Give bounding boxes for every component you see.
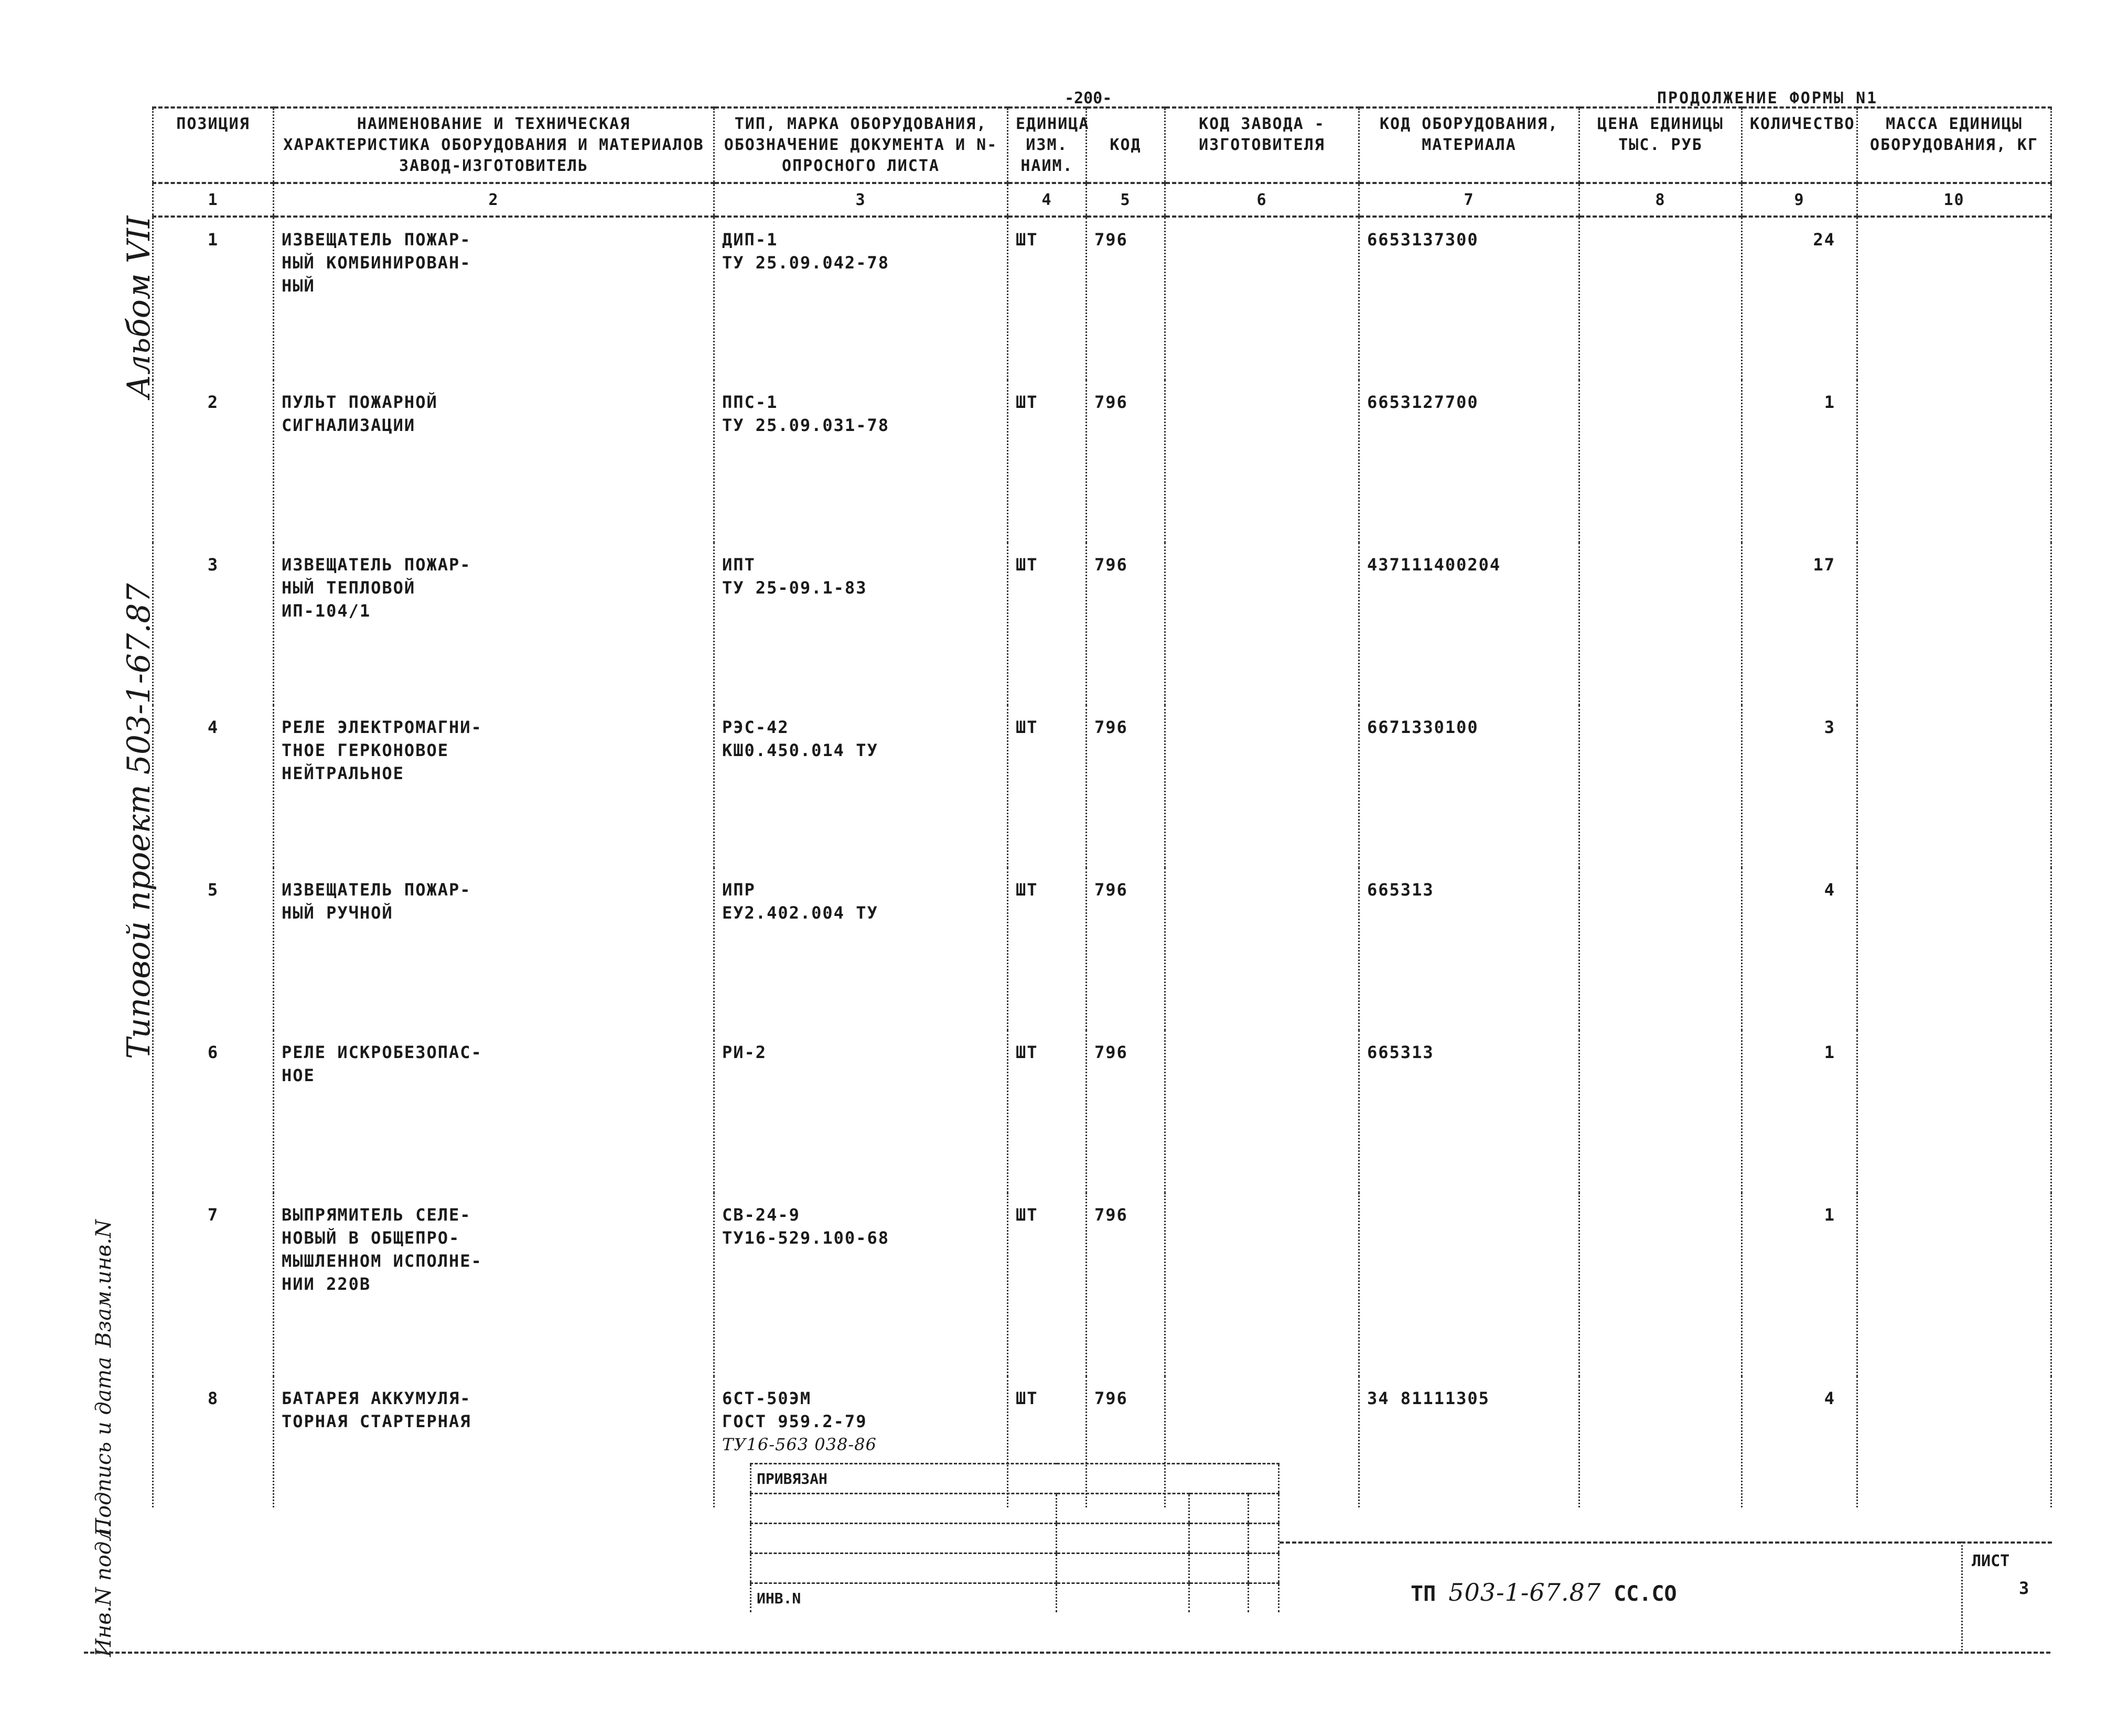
- cell-position: 8: [153, 1376, 274, 1507]
- column-number: 6: [1165, 183, 1359, 217]
- cell-quantity: 1: [1742, 380, 1857, 543]
- header-name: НАИМЕНОВАНИЕ И ТЕХНИЧЕСКАЯ ХАРАКТЕРИСТИКА ОБОРУДОВАНИЯ И МАТЕРИАЛОВ ЗАВОД-ИЗГОТОВИТЕЛЬ: [274, 107, 714, 183]
- cell-name: ИЗВЕЩАТЕЛЬ ПОЖАР- НЫЙ ТЕПЛОВОЙ ИП-104/1: [274, 543, 714, 705]
- header-position: ПОЗИЦИЯ: [153, 107, 274, 183]
- cell-quantity: 1: [1742, 1030, 1857, 1193]
- title-block-divider: [1280, 1541, 1961, 1544]
- stamp-tied-label: ПРИВЯЗАН: [751, 1464, 1279, 1494]
- table-row: [153, 868, 2051, 1030]
- cell-plant-code: [1165, 217, 1359, 380]
- header-unit-code: [1087, 107, 1165, 183]
- cell-type: ИПТ ТУ 25-09.1-83: [714, 543, 1008, 705]
- cell-mass: [1857, 1376, 2051, 1507]
- page-number: -200-: [1065, 89, 1112, 107]
- header-quantity: КОЛИЧЕСТВО: [1742, 107, 1857, 183]
- column-number: 2: [274, 183, 714, 217]
- cell-type: РИ-2: [714, 1030, 1008, 1193]
- table-row: [153, 380, 2051, 543]
- stamp-cell: [1057, 1494, 1189, 1524]
- cell-price: [1579, 1376, 1742, 1507]
- stamp-cell: [1057, 1524, 1189, 1554]
- margin-album-label: Альбом VII: [121, 215, 157, 398]
- cell-unit-code: 796: [1087, 1193, 1165, 1376]
- cell-plant-code: [1165, 1030, 1359, 1193]
- cell-price: [1579, 868, 1742, 1030]
- cell-equipment-code: 665313: [1359, 1030, 1579, 1193]
- cell-unit-code: 796: [1087, 705, 1165, 868]
- bottom-border: [84, 1652, 2050, 1654]
- cell-price: [1579, 1193, 1742, 1376]
- cell-mass: [1857, 705, 2051, 868]
- stamp-cell: [1249, 1524, 1279, 1554]
- cell-equipment-code: 665313: [1359, 868, 1579, 1030]
- cell-name: БАТАРЕЯ АККУМУЛЯ- ТОРНАЯ СТАРТЕРНАЯ: [274, 1376, 714, 1507]
- cell-mass: [1857, 543, 2051, 705]
- stamp-cell: [1057, 1554, 1189, 1583]
- cell-unit-code: 796: [1087, 380, 1165, 543]
- document-code: [1411, 1578, 1677, 1606]
- cell-unit: ШТ: [1008, 868, 1087, 1030]
- table-row: [153, 705, 2051, 868]
- cell-type-handwritten: ТУ16-563 038-86: [722, 1435, 877, 1454]
- cell-unit: ШТ: [1008, 543, 1087, 705]
- cell-price: [1579, 217, 1742, 380]
- cell-unit: ШТ: [1008, 1376, 1087, 1507]
- cell-equipment-code: 34 81111305: [1359, 1376, 1579, 1507]
- cell-type: ИПР ЕУ2.402.004 ТУ: [714, 868, 1008, 1030]
- document-code-suffix: СС.СО: [1614, 1582, 1677, 1606]
- sheet-number: 3: [2019, 1578, 2029, 1598]
- header-unit-group: ЕДИНИЦА ИЗМ.: [1016, 115, 1090, 154]
- cell-unit-code: 796: [1087, 1030, 1165, 1193]
- cell-name: ПУЛЬТ ПОЖАРНОЙ СИГНАЛИЗАЦИИ: [274, 380, 714, 543]
- cell-plant-code: [1165, 1193, 1359, 1376]
- cell-unit-code: 796: [1087, 868, 1165, 1030]
- cell-price: [1579, 380, 1742, 543]
- cell-unit: ШТ: [1008, 705, 1087, 868]
- stamp-cell: [1189, 1583, 1249, 1613]
- cell-type: ППС-1 ТУ 25.09.031-78: [714, 380, 1008, 543]
- stamp-cell: [1249, 1494, 1279, 1524]
- header-unit-name: [1008, 107, 1090, 183]
- stamp-cell: [1249, 1583, 1279, 1613]
- cell-equipment-code: 6653127700: [1359, 380, 1579, 543]
- header-price: ЦЕНА ЕДИНИЦЫ ТЫС. РУБ: [1579, 107, 1742, 183]
- form-continuation-title: ПРОДОЛЖЕНИЕ ФОРМЫ N1: [1657, 89, 1878, 107]
- cell-position: 4: [153, 705, 274, 868]
- cell-unit: ШТ: [1008, 1193, 1087, 1376]
- cell-name: ВЫПРЯМИТЕЛЬ СЕЛЕ- НОВЫЙ В ОБЩЕПРО- МЫШЛЕННОМ ИСПОЛНЕ- НИИ 220В: [274, 1193, 714, 1376]
- cell-unit-code: 796: [1087, 217, 1165, 380]
- cell-unit: ШТ: [1008, 1030, 1087, 1193]
- cell-quantity: 4: [1742, 868, 1857, 1030]
- cell-position: 7: [153, 1193, 274, 1376]
- cell-type: РЭС-42 КШ0.450.014 ТУ: [714, 705, 1008, 868]
- column-number: 5: [1087, 183, 1165, 217]
- cell-mass: [1857, 868, 2051, 1030]
- stamp-cell: [1189, 1494, 1249, 1524]
- header-type: ТИП, МАРКА ОБОРУДОВАНИЯ, ОБОЗНАЧЕНИЕ ДОКУМЕНТА И N-ОПРОСНОГО ЛИСТА: [714, 107, 1008, 183]
- cell-position: 6: [153, 1030, 274, 1193]
- cell-equipment-code: 437111400204: [1359, 543, 1579, 705]
- cell-quantity: 17: [1742, 543, 1857, 705]
- cell-plant-code: [1165, 543, 1359, 705]
- stamp-cell: [1249, 1554, 1279, 1583]
- header-equipment-code: КОД ОБОРУДОВАНИЯ, МАТЕРИАЛА: [1359, 107, 1579, 183]
- cell-name: РЕЛЕ ЭЛЕКТРОМАГНИ- ТНОЕ ГЕРКОНОВОЕ НЕЙТРАЛЬНОЕ: [274, 705, 714, 868]
- stamp-cell: [751, 1524, 1057, 1554]
- specification-table: [152, 106, 2052, 1507]
- cell-type: 6СТ-50ЭМ ГОСТ 959.2-79 ТУ16-563 038-86: [714, 1376, 1008, 1507]
- cell-plant-code: [1165, 868, 1359, 1030]
- column-number: 7: [1359, 183, 1579, 217]
- cell-price: [1579, 543, 1742, 705]
- table-row: [153, 1030, 2051, 1193]
- cell-plant-code: [1165, 705, 1359, 868]
- cell-equipment-code: [1359, 1193, 1579, 1376]
- cell-name: ИЗВЕЩАТЕЛЬ ПОЖАР- НЫЙ КОМБИНИРОВАН- НЫЙ: [274, 217, 714, 380]
- cell-quantity: 4: [1742, 1376, 1857, 1507]
- column-number: 3: [714, 183, 1008, 217]
- table-row: [153, 543, 2051, 705]
- stamp-cell: [1189, 1554, 1249, 1583]
- cell-mass: [1857, 380, 2051, 543]
- stamp-cell: [751, 1494, 1057, 1524]
- cell-unit: ШТ: [1008, 217, 1087, 380]
- cell-plant-code: [1165, 380, 1359, 543]
- cell-type: ДИП-1 ТУ 25.09.042-78: [714, 217, 1008, 380]
- document-code-number: 503-1-67.87: [1448, 1578, 1601, 1606]
- cell-quantity: 24: [1742, 217, 1857, 380]
- cell-quantity: 3: [1742, 705, 1857, 868]
- document-code-prefix: ТП: [1411, 1582, 1436, 1606]
- cell-position: 5: [153, 868, 274, 1030]
- cell-name: РЕЛЕ ИСКРОБЕЗОПАС- НОЕ: [274, 1030, 714, 1193]
- column-number: 4: [1008, 183, 1087, 217]
- header-unit-name-label: НАИМ.: [1020, 157, 1073, 175]
- cell-equipment-code: 6671330100: [1359, 705, 1579, 868]
- cell-mass: [1857, 217, 2051, 380]
- margin-inv-original-label: Инв.N подл.: [92, 1521, 116, 1657]
- cell-mass: [1857, 1030, 2051, 1193]
- tie-stamp: [750, 1463, 1280, 1612]
- cell-price: [1579, 705, 1742, 868]
- header-mass: МАССА ЕДИНИЦЫ ОБОРУДОВАНИЯ, КГ: [1857, 107, 2051, 183]
- column-number: 8: [1579, 183, 1742, 217]
- column-number: 1: [153, 183, 274, 217]
- table-row: [153, 217, 2051, 380]
- margin-swap-inv-label: Взам.инв.N: [92, 1219, 116, 1347]
- margin-project-label: Типовой проект 503-1-67.87: [121, 583, 157, 1059]
- stamp-cell: [1189, 1524, 1249, 1554]
- cell-unit-code: 796: [1087, 1376, 1165, 1507]
- column-number: 10: [1857, 183, 2051, 217]
- sheet-label: ЛИСТ: [1972, 1552, 2010, 1570]
- cell-position: 1: [153, 217, 274, 380]
- cell-unit: ШТ: [1008, 380, 1087, 543]
- cell-position: 3: [153, 543, 274, 705]
- column-number: 9: [1742, 183, 1857, 217]
- cell-mass: [1857, 1193, 2051, 1376]
- cell-type: СВ-24-9 ТУ16-529.100-68: [714, 1193, 1008, 1376]
- stamp-inv-label: ИНВ.N: [751, 1583, 1057, 1613]
- cell-quantity: 1: [1742, 1193, 1857, 1376]
- cell-position: 2: [153, 380, 274, 543]
- cell-equipment-code: 6653137300: [1359, 217, 1579, 380]
- cell-unit-code: 796: [1087, 543, 1165, 705]
- header-plant-code: КОД ЗАВОДА - ИЗГОТОВИТЕЛЯ: [1165, 107, 1359, 183]
- stamp-cell: [751, 1554, 1057, 1583]
- stamp-cell: [1057, 1583, 1189, 1613]
- cell-price: [1579, 1030, 1742, 1193]
- margin-signature-date-label: Подпись и дата: [92, 1356, 116, 1536]
- cell-name: ИЗВЕЩАТЕЛЬ ПОЖАР- НЫЙ РУЧНОЙ: [274, 868, 714, 1030]
- header-unit-code-label: КОД: [1110, 136, 1142, 154]
- table-row: [153, 1193, 2051, 1376]
